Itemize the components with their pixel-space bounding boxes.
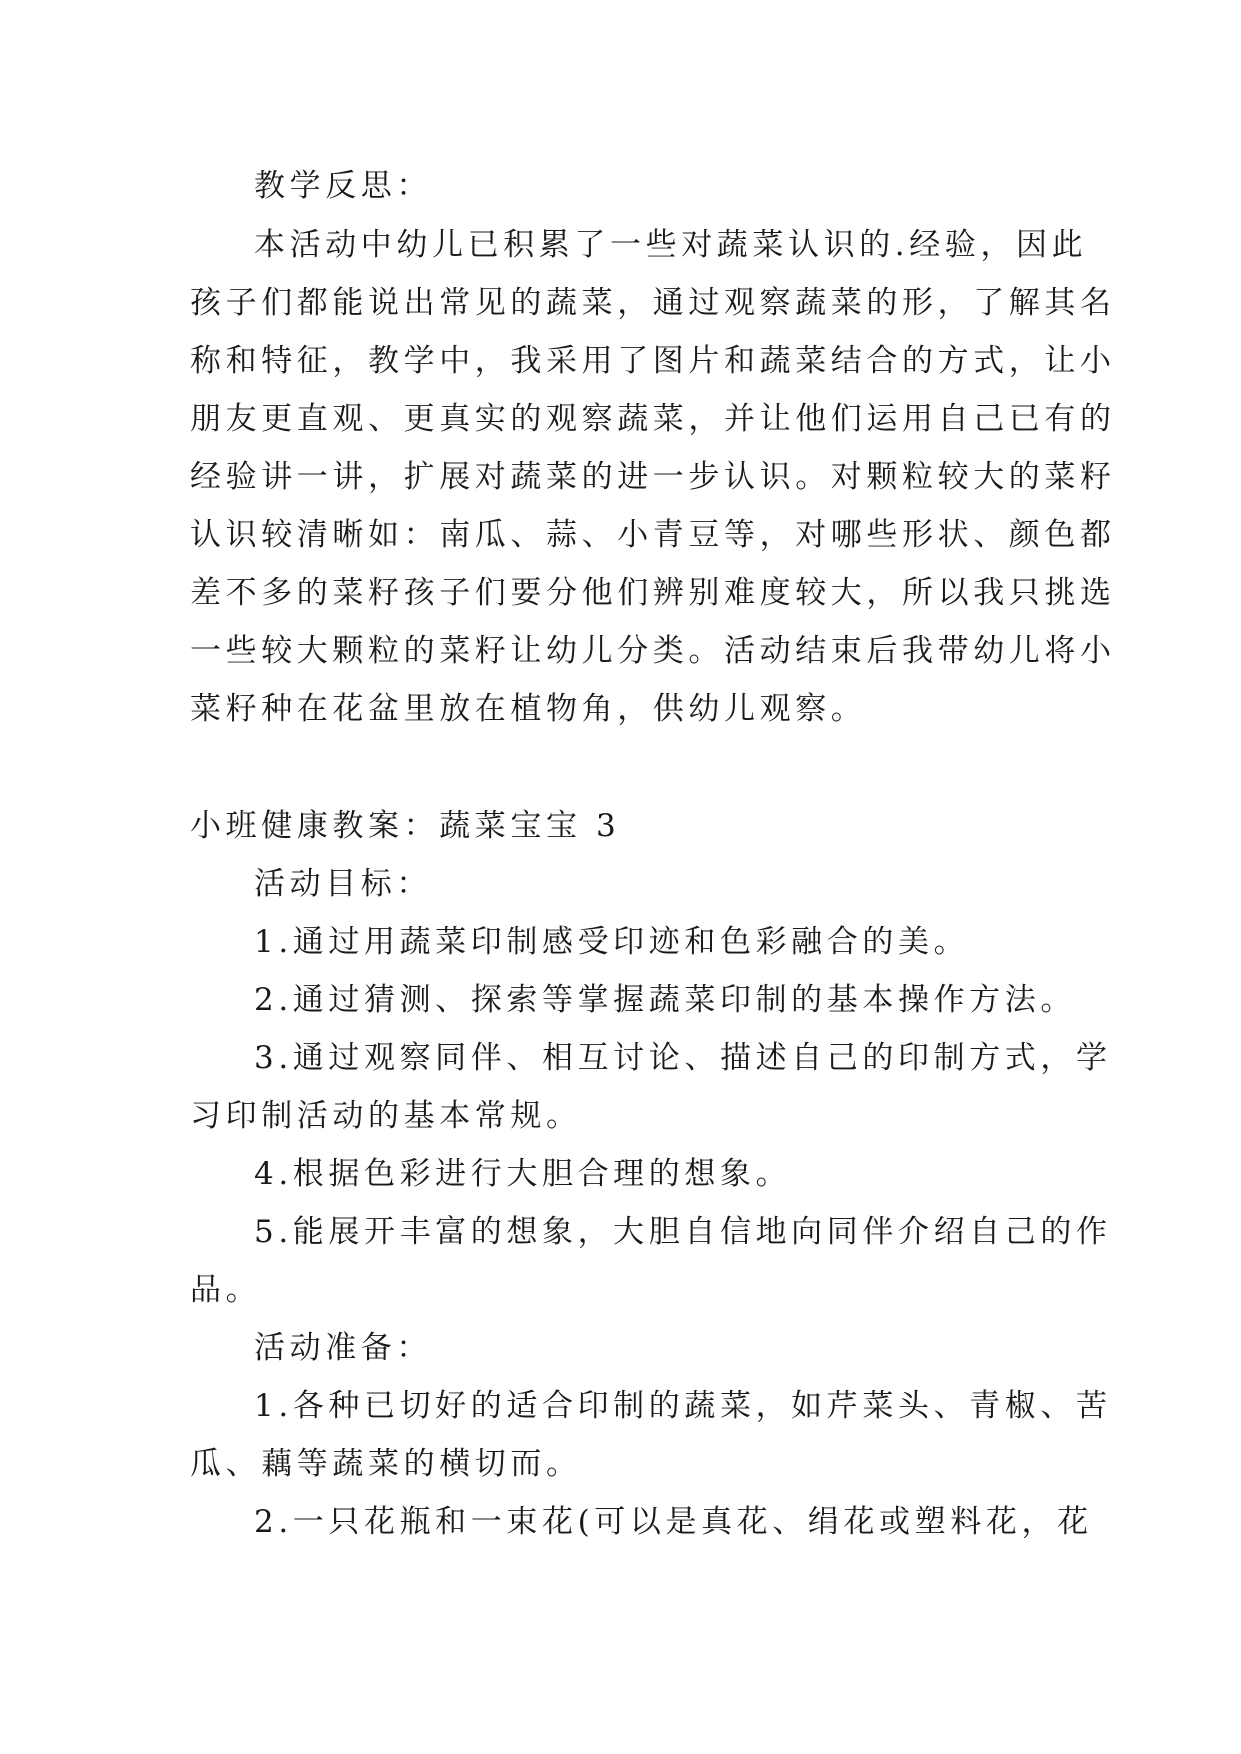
reflection-line: 朋友更直观、更真实的观察蔬菜，并让他们运用自己已有的	[190, 401, 1116, 437]
prep-item-continuation: 瓜、藕等蔬菜的横切而。	[190, 1446, 582, 1482]
prep-item: 1.各种已切好的适合印制的蔬菜，如芹菜头、青椒、苦	[254, 1388, 1112, 1424]
reflection-line: 一些较大颗粒的菜籽让幼儿分类。活动结束后我带幼儿将小	[190, 633, 1116, 669]
goal-item-continuation: 品。	[190, 1272, 262, 1308]
reflection-line: 孩子们都能说出常见的蔬菜，通过观察蔬菜的形，了解其名	[190, 285, 1116, 321]
goal-item: 3.通过观察同伴、相互讨论、描述自己的印制方式，学	[254, 1040, 1112, 1076]
goal-item: 5.能展开丰富的想象，大胆自信地向同伴介绍自己的作	[254, 1214, 1112, 1250]
reflection-heading: 教学反思：	[254, 168, 432, 204]
prep-item: 2.一只花瓶和一束花(可以是真花、绢花或塑料花，花	[254, 1504, 1093, 1540]
reflection-line: 称和特征，教学中，我采用了图片和蔬菜结合的方式，让小	[190, 343, 1116, 379]
prep-heading: 活动准备：	[254, 1330, 432, 1366]
goal-item: 1.通过用蔬菜印制感受印迹和色彩融合的美。	[254, 924, 970, 960]
goals-heading: 活动目标：	[254, 866, 432, 902]
reflection-line: 认识较清晰如：南瓜、蒜、小青豆等，对哪些形状、颜色都	[190, 517, 1116, 553]
reflection-line: 本活动中幼儿已积累了一些对蔬菜认识的.经验，因此	[254, 227, 1088, 263]
goal-item: 4.根据色彩进行大胆合理的想象。	[254, 1156, 792, 1192]
reflection-line: 经验讲一讲，扩展对蔬菜的进一步认识。对颗粒较大的菜籽	[190, 459, 1116, 495]
reflection-line: 菜籽种在花盆里放在植物角，供幼儿观察。	[190, 691, 867, 727]
goal-item-continuation: 习印制活动的基本常规。	[190, 1098, 582, 1134]
reflection-line: 差不多的菜籽孩子们要分他们辨别难度较大，所以我只挑选	[190, 575, 1116, 611]
lesson-title: 小班健康教案：蔬菜宝宝 3	[190, 808, 621, 844]
goal-item: 2.通过猜测、探索等掌握蔬菜印制的基本操作方法。	[254, 982, 1076, 1018]
